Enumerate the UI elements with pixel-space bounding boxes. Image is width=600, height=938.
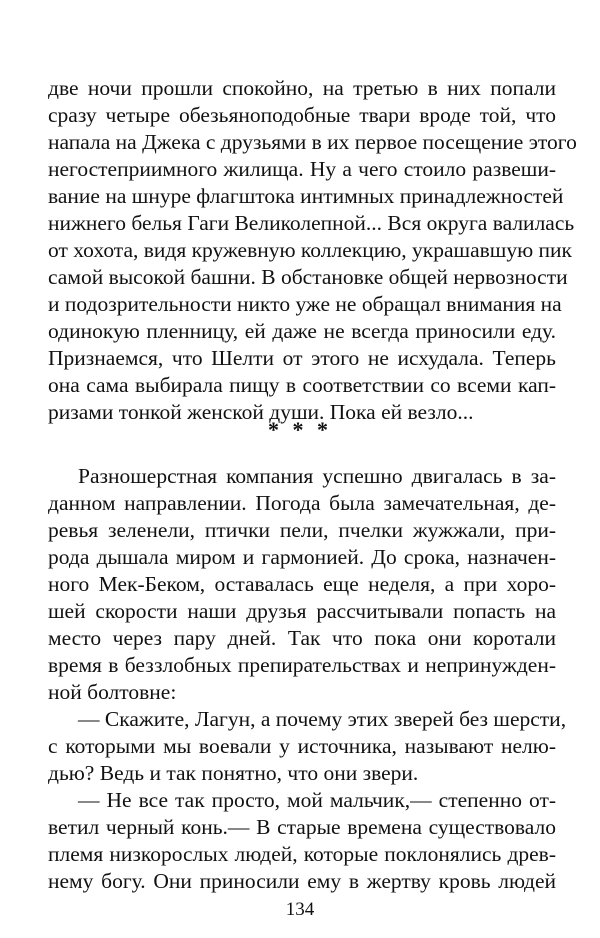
text-line: Признаемся, что Шелти от этого не исхудала. Теперь [48,346,556,370]
text-line: самой высокой башни. В обстановке общей нервозности [48,265,568,289]
text-line: она сама выбирала пищу в соответствии со всеми кап- [48,373,556,397]
text-line: племя низкорослых людей, которые поклонялись древ- [48,842,556,866]
text-line: от хохота, видя кружевную коллекцию, украшавшую пик [48,238,572,262]
text-line: время в беззлобных препирательствах и непринужден- [48,653,556,677]
text-line: нему богу. Они приносили ему в жертву кровь людей [48,869,556,893]
text-line: дью? Ведь и так понятно, что они звери. [48,761,419,785]
text-line: две ночи прошли спокойно, на третью в них попали [48,76,556,100]
text-line: негостеприимного жилища. Ну а чего стоило развеши- [48,157,556,181]
text-line: ревья зеленели, птички пели, пчелки жужжали, при- [48,518,556,542]
text-line: ного Мек-Беком, оставалась еще неделя, а при хоро- [48,572,556,596]
text-line: одинокую пленницу, ей даже не всегда приносили еду. [48,319,556,343]
text-line: нижнего белья Гаги Великолепной... Вся округа валилась [48,211,575,235]
text-line: — Скажите, Лагун, а почему этих зверей без шерсти, [78,707,567,731]
text-line: — Не все так просто, мой мальчик,— степенно от- [78,788,556,812]
text-line: рода дышала миром и гармонией. До срока, назначен- [48,545,556,569]
text-line: сразу четыре обезьяноподобные твари вроде той, что [48,103,556,127]
page-number: 134 [285,899,315,920]
text-line: ной болтовне: [48,680,177,704]
text-line: место через пару дней. Так что пока они коротали [48,626,556,650]
text-line: ветил черный конь.— В старые времена существовало [48,815,556,839]
section-separator: * * * [268,417,332,442]
text-line: напала на Джека с друзьями в их первое посещение этого [48,130,577,154]
text-line: и подозрительности никто уже не обращал внимания на [48,292,562,316]
text-line: Разношерстная компания успешно двигалась в за- [78,464,556,488]
text-line: вание на шнуре флагштока интимных принадлежностей [48,184,564,208]
text-line: ризами тонкой женской души. Пока ей везло... [48,400,474,424]
text-line: шей скорости наши друзья рассчитывали попасть на [48,599,556,623]
text-line: с которыми мы воевали у источника, называют нелю- [48,734,556,758]
text-line: данном направлении. Погода была замечательная, де- [48,491,556,515]
